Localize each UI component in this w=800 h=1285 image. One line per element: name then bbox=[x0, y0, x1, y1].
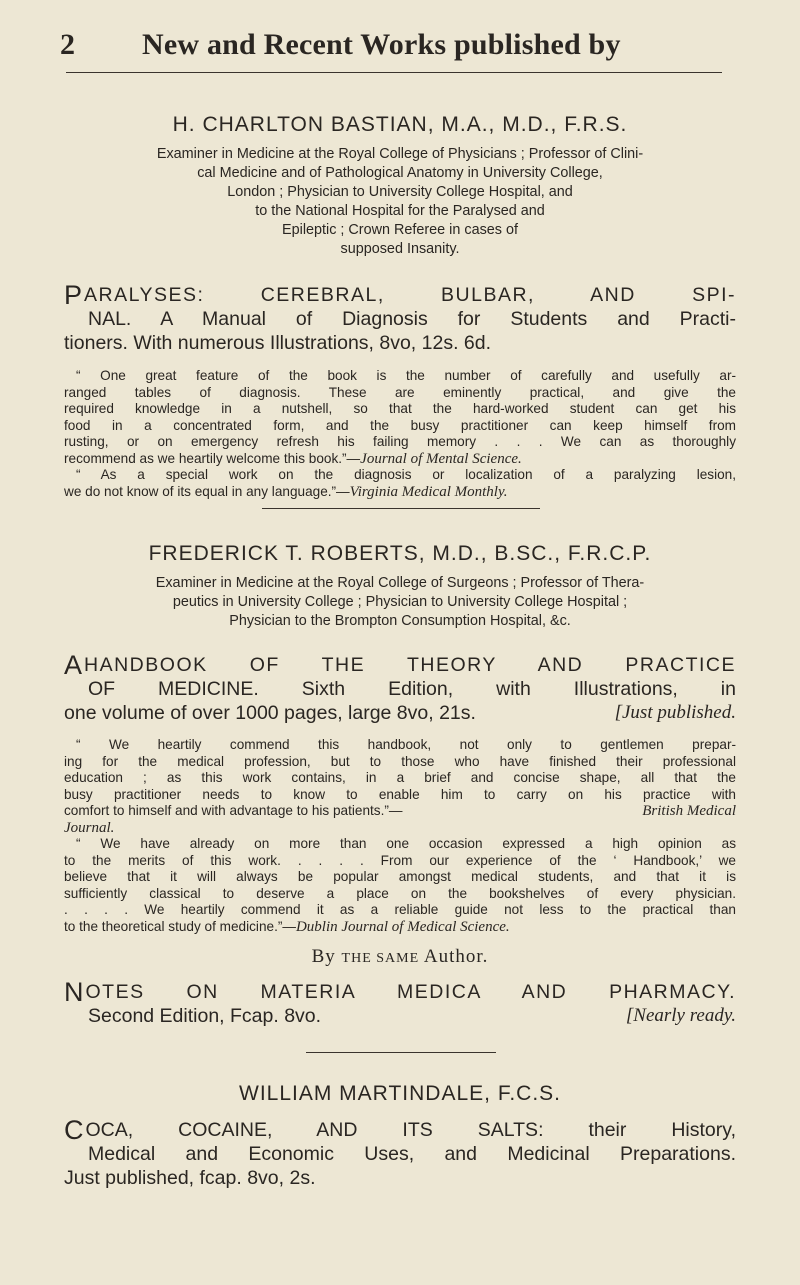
review-line: to the merits of this work. . . . . From our experience of the ‘ Handbook,’ we bbox=[64, 852, 736, 868]
book-title-line bbox=[64, 701, 736, 725]
publication-status: [Nearly ready. bbox=[625, 1005, 736, 1026]
section-rule bbox=[306, 1052, 496, 1053]
by-same-author-heading bbox=[64, 946, 736, 968]
review-line: “ One great feature of the book is the number of carefully and usefully ar- bbox=[76, 368, 736, 383]
review-line: “ We have already on more than one occasion expressed a high opinion as bbox=[76, 836, 736, 851]
credential-line: Examiner in Medicine at the Royal College of Surgeons ; Professor of Thera- bbox=[155, 575, 645, 591]
page-number: 2 bbox=[60, 28, 75, 61]
review-line: . . . . We heartily commend it as a reliable guide not less to the practical than bbox=[64, 902, 736, 917]
review-text: recommend as we heartily welcome this book.”— bbox=[64, 450, 361, 466]
drop-cap: A bbox=[64, 650, 83, 680]
credential-line: Epileptic ; Crown Referee in cases of bbox=[282, 222, 518, 238]
review-line: education ; as this work contains, in a brief and concise shape, all that the bbox=[64, 770, 736, 785]
running-head-title: New and Recent Works published by bbox=[142, 28, 621, 61]
book-title-text: Second Edition, Fcap. 8vo. bbox=[88, 1005, 322, 1027]
review-text: to the theoretical study of medicine.”— bbox=[64, 918, 296, 934]
book-title-line: tioners. With numerous Illustrations, 8vo, 12s. 6d. bbox=[64, 332, 492, 354]
review-line: believe that it will always be popular amongst medical students, and that it is bbox=[64, 869, 736, 884]
review-line bbox=[64, 919, 736, 936]
book-title-line: Just published, fcap. 8vo, 2s. bbox=[64, 1167, 316, 1189]
credential-line: Physician to the Brompton Consumption Hospital, &c. bbox=[229, 613, 571, 629]
review-source: Journal. bbox=[64, 819, 115, 836]
credential-line: cal Medicine and of Pathological Anatomy in University College, bbox=[197, 165, 603, 181]
book-title-paralyses bbox=[64, 280, 736, 355]
publication-status: [Just published. bbox=[614, 702, 736, 723]
review-quotes bbox=[64, 737, 736, 935]
book-title-line: HANDBOOK OF THE THEORY AND PRACTICE bbox=[84, 654, 736, 676]
credential-line: supposed Insanity. bbox=[340, 241, 460, 257]
review-quotes bbox=[64, 368, 736, 500]
review-source: British Medical bbox=[642, 803, 736, 819]
review-line: ing for the medical profession, but to those who have finished their professional bbox=[64, 753, 736, 769]
book-title-coca bbox=[64, 1115, 736, 1190]
book-title-text: one volume of over 1000 pages, large 8vo, 21s. bbox=[64, 702, 476, 724]
author-credentials bbox=[64, 574, 736, 631]
credential-line: to the National Hospital for the Paralysed and bbox=[255, 203, 545, 219]
drop-cap: C bbox=[64, 1115, 84, 1145]
drop-cap: N bbox=[64, 977, 84, 1007]
book-title-line: ARALYSES: CEREBRAL, BULBAR, AND SPI- bbox=[84, 284, 736, 306]
book-title-line: NAL. A Manual of Diagnosis for Students and Practi- bbox=[88, 308, 736, 330]
book-title-notes bbox=[64, 977, 736, 1028]
review-line: “ We heartily commend this handbook, not only to gentlemen prepar- bbox=[76, 737, 736, 752]
book-title-line: OTES ON MATERIA MEDICA AND PHARMACY. bbox=[85, 981, 736, 1003]
review-source: Virginia Medical Monthly. bbox=[349, 483, 508, 500]
review-line: sufficiently classical to deserve a place on the bookshelves of every physician. bbox=[64, 885, 736, 901]
credential-line: London ; Physician to University College Hospital, and bbox=[227, 184, 573, 200]
review-line bbox=[64, 484, 736, 501]
book-title-line: Medical and Economic Uses, and Medicinal Preparations. bbox=[88, 1143, 736, 1165]
review-line: ranged tables of diagnosis. These are eminently practical, and give the bbox=[64, 384, 736, 400]
author-name: FREDERICK T. ROBERTS, M.D., B.SC., F.R.C.P. bbox=[148, 542, 652, 565]
book-title-line: OCA, COCAINE, AND ITS SALTS: their History, bbox=[85, 1119, 736, 1141]
byline-word: Author. bbox=[423, 946, 489, 967]
review-line bbox=[64, 451, 736, 468]
credential-line: peutics in University College ; Physician to University College Hospital ; bbox=[172, 594, 628, 610]
author-name: H. CHARLTON BASTIAN, M.A., M.D., F.R.S. bbox=[172, 113, 628, 136]
author-credentials bbox=[64, 145, 736, 259]
section-rule bbox=[262, 508, 540, 509]
review-source: Journal of Mental Science. bbox=[360, 450, 522, 467]
running-head bbox=[60, 28, 740, 68]
review-line: food in a concentrated form, and the busy practitioner can keep himself from bbox=[64, 417, 736, 433]
review-line: rusting, or on emergency refresh his failing memory . . . We can as thoroughly bbox=[64, 434, 736, 449]
review-text: comfort to himself and with advantage to his patients.”— bbox=[64, 803, 403, 818]
review-source: Dublin Journal of Medical Science. bbox=[295, 918, 510, 935]
review-line: busy practitioner needs to know to enable him to carry on his practice with bbox=[64, 786, 736, 802]
review-line: “ As a special work on the diagnosis or localization of a paralyzing lesion, bbox=[76, 467, 736, 482]
book-title-line: OF MEDICINE. Sixth Edition, with Illustrations, in bbox=[88, 678, 736, 700]
review-line bbox=[64, 803, 736, 820]
book-title-handbook bbox=[64, 650, 736, 725]
author-entry-bastian bbox=[64, 113, 736, 259]
credential-line: Examiner in Medicine at the Royal College of Physicians ; Professor of Clini- bbox=[156, 146, 644, 162]
author-entry-roberts bbox=[64, 542, 736, 631]
author-entry-martindale bbox=[64, 1082, 736, 1106]
byline-word: THE SAME bbox=[341, 951, 420, 966]
review-line bbox=[64, 820, 736, 837]
review-text: we do not know of its equal in any language.”— bbox=[64, 483, 350, 499]
byline-word: By bbox=[311, 946, 336, 967]
header-rule bbox=[66, 72, 722, 73]
drop-cap: P bbox=[64, 280, 83, 310]
review-line: required knowledge in a nutshell, so that the hard-worked student can get his bbox=[64, 401, 736, 416]
book-title-line bbox=[64, 1004, 736, 1028]
author-name: WILLIAM MARTINDALE, F.C.S. bbox=[239, 1082, 561, 1105]
